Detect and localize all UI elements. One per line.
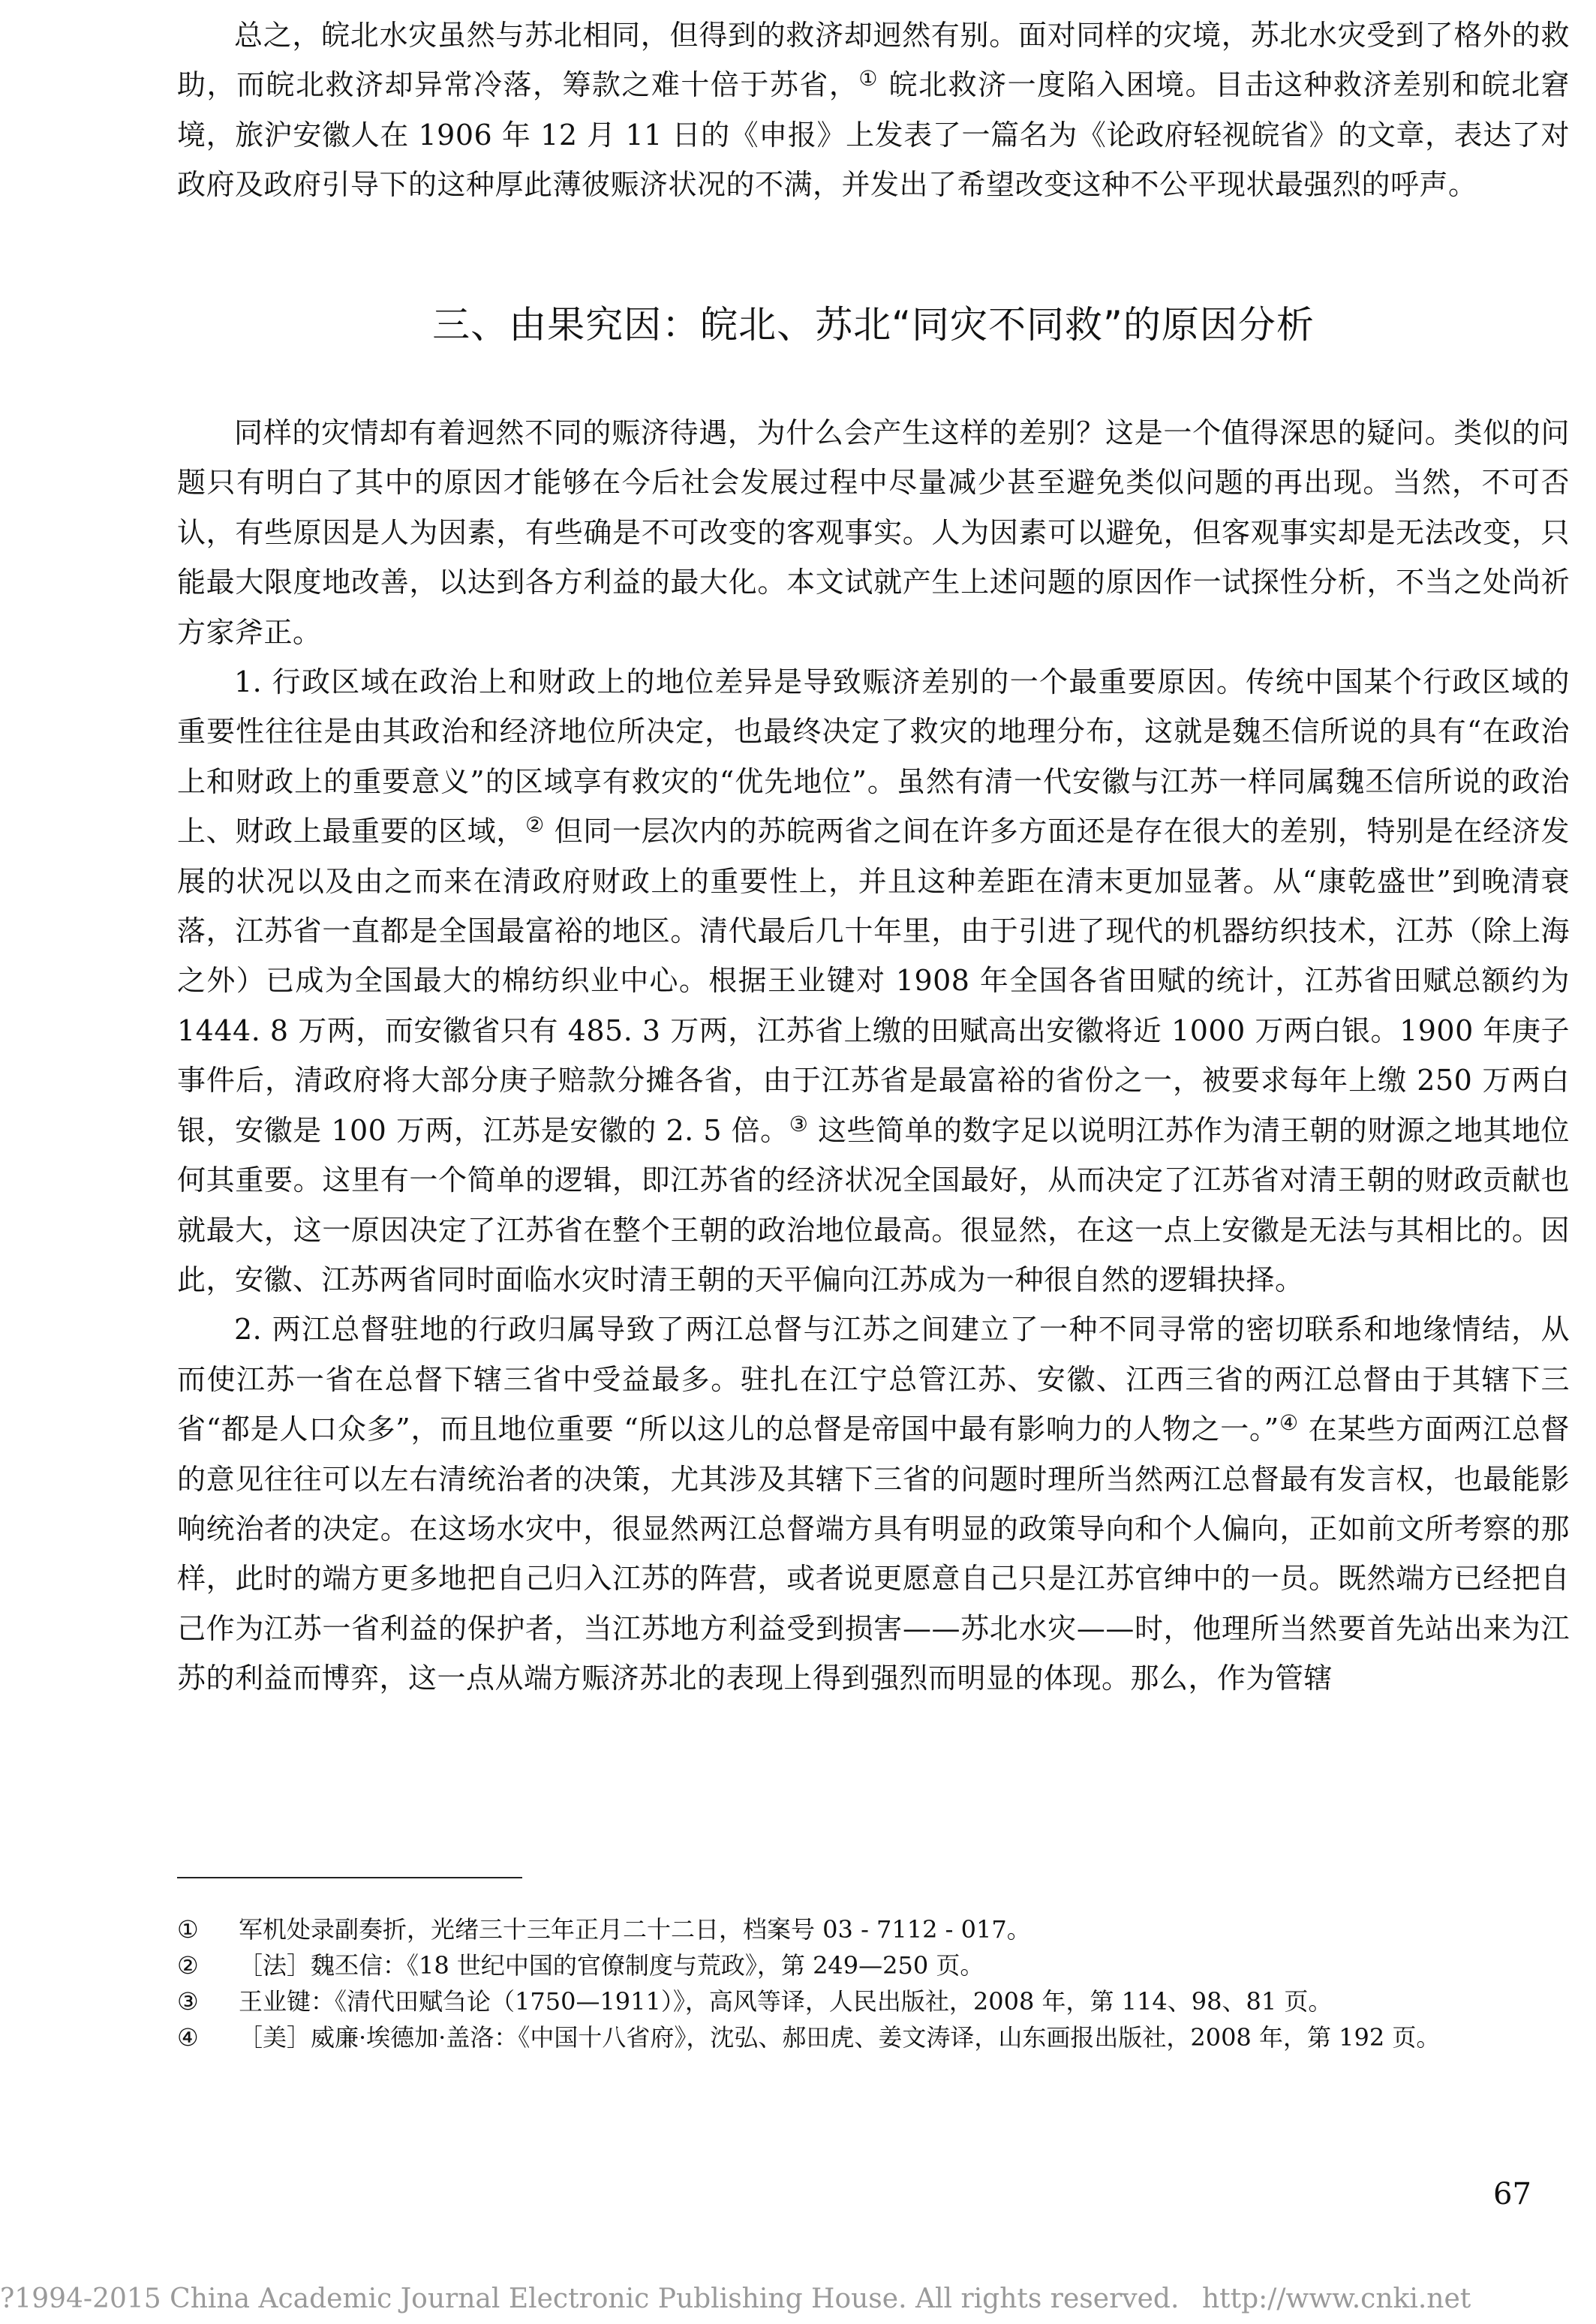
footnote-ref-2[interactable]: ②	[525, 812, 545, 838]
paragraph-3-text-2: 在某些方面两江总督的意见往往可以左右清统治者的决策，尤其涉及其辖下三省的问题时理所当然两江总督最有发言权，也最能影响统治者的决定。在这场水灾中，很显然两江总督端方具有明显的政策导向和个人偏向，正如前文所考察的那样，此时的端方更多地把自己归入江苏的阵营，或者说更愿意自己只是江苏官绅中的一员。既然端方已经把自己作为江苏一省利益的保护者，当江苏地方利益受到损害——苏北水灾——时，他理所当然要首先站出来为江苏的利益而博弈，这一点从端方赈济苏北的表现上得到强烈而明显的体现。那么，作为管辖	[177, 1413, 1570, 1695]
footnote-item	[177, 1947, 1570, 1983]
paragraph-3	[177, 1305, 1570, 1703]
paragraph-2	[177, 657, 1570, 1305]
footnote-text: 王业键：《清代田赋刍论（1750—1911）》，高风等译，人民出版社，2008 年，第 114、98、81 页。	[239, 1987, 1333, 2016]
footnote-item	[177, 1983, 1570, 2019]
footnote-divider	[177, 1877, 522, 1878]
footnote-ref-4[interactable]: ④	[1279, 1410, 1299, 1436]
footnote-mark: ④	[177, 2023, 199, 2052]
intro-text-1: 总之，皖北水灾虽然与苏北相同，但得到的救济却迥然有别。面对同样的灾境，苏北水灾受到了格外的救助，而皖北救济却异常冷落，筹款之难十倍于苏省，	[177, 19, 1570, 102]
intro-paragraph	[177, 11, 1570, 210]
footnote-text: 军机处录副奏折，光绪三十三年正月二十二日，档案号 03 - 7112 - 017。	[239, 1915, 1031, 1944]
paragraph-1: 同样的灾情却有着迥然不同的赈济待遇，为什么会产生这样的差别？这是一个值得深思的疑问。类似的问题只有明白了其中的原因才能够在今后社会发展过程中尽量减少甚至避免类似问题的再出现。当然，不可否认，有些原因是人为因素，有些确是不可改变的客观事实。人为因素可以避免，但客观事实却是无法改变，只能最大限度地改善，以达到各方利益的最大化。本文试就产生上述问题的原因作一试探性分析，不当之处尚祈方家斧正。	[177, 416, 1570, 649]
main-body-block	[177, 408, 1570, 1704]
footnote-mark: ②	[177, 1951, 199, 1980]
footnote-text: ［美］威廉·埃德加·盖洛：《中国十八省府》，沈弘、郝田虎、姜文涛译，山东画报出版社，2008 年，第 192 页。	[239, 2023, 1441, 2052]
paragraph-2-text-1: 1. 行政区域在政治上和财政上的地位差异是导致赈济差别的一个最重要原因。传统中国某个行政区域的重要性往往是由其政治和经济地位所决定，也最终决定了救灾的地理分布，这就是魏丕信所说的具有“在政治上和财政上的重要意义”的区域享有救灾的“优先地位”。虽然有清一代安徽与江苏一样同属魏丕信所说的政治上、财政上最重要的区域，	[177, 665, 1570, 848]
footnote-ref-3[interactable]: ③	[789, 1111, 809, 1136]
copyright-notice: ?1994-2015 China Academic Journal Electronic Publishing House. All rights reserved.	[0, 2283, 1180, 2314]
section-heading: 三、由果究因：皖北、苏北“同灾不同救”的原因分析	[432, 303, 1315, 347]
cnki-link[interactable]: http://www.cnki.net	[1202, 2283, 1471, 2314]
footnotes	[177, 1911, 1570, 2055]
intro-text-2: 皖北救济一度陷入困境。目击这种救济差别和皖北窘境，旅沪安徽人在 1906 年 12 月 11 日的《申报》上发表了一篇名为《论政府轻视皖省》的文章，表达了对政府及政府引导下的这种厚此薄彼赈济状况的不满，并发出了希望改变这种不公平现状最强烈的呼声。	[177, 68, 1570, 202]
footnote-mark: ①	[177, 1915, 199, 1944]
footnote-item	[177, 2019, 1570, 2055]
footnote-ref-1[interactable]: ①	[858, 66, 879, 92]
paragraph-2-text-2: 但同一层次内的苏皖两省之间在许多方面还是存在很大的差别，特别是在经济发展的状况以及由之而来在清政府财政上的重要性上，并且这种差距在清末更加显著。从“康乾盛世”到晚清衰落，江苏省一直都是全国最富裕的地区。清代最后几十年里，由于引进了现代的机器纺织技术，江苏（除上海之外）已成为全国最大的棉纺织业中心。根据王业键对 1908 年全国各省田赋的统计，江苏省田赋总额约为 1444. 8 万两，而安徽省只有 485. 3 万两，江苏省上缴的田赋高出安徽将近 1000 万两白银。1900 年庚子事件后，清政府将大部分庚子赔款分摊各省，由于江苏省是最富裕的省份之一，被要求每年上缴 250 万两白银，安徽是 100 万两，江苏是安徽的 2. 5 倍。	[177, 815, 1570, 1147]
intro-paragraph-block	[177, 11, 1570, 210]
footnote-mark: ③	[177, 1987, 199, 2016]
footnote-text: ［法］魏丕信：《18 世纪中国的官僚制度与荒政》，第 249—250 页。	[239, 1951, 984, 1980]
page-number: 67	[1493, 2177, 1531, 2211]
paragraph-3-text-1: 2. 两江总督驻地的行政归属导致了两江总督与江苏之间建立了一种不同寻常的密切联系和地缘情结，从而使江苏一省在总督下辖三省中受益最多。驻扎在江宁总管江苏、安徽、江西三省的两江总督由于其辖下三省“都是人口众多”，而且地位重要 “所以这儿的总督是帝国中最有影响力的人物之一。”	[177, 1313, 1570, 1446]
footnote-item	[177, 1911, 1570, 1947]
paragraph-2-text-3: 这些简单的数字足以说明江苏作为清王朝的财源之地其地位何其重要。这里有一个简单的逻辑，即江苏省的经济状况全国最好，从而决定了江苏省对清王朝的财政贡献也就最大，这一原因决定了江苏省在整个王朝的政治地位最高。很显然，在这一点上安徽是无法与其相比的。因此，安徽、江苏两省同时面临水灾时清王朝的天平偏向江苏成为一种很自然的逻辑抉择。	[177, 1113, 1570, 1296]
